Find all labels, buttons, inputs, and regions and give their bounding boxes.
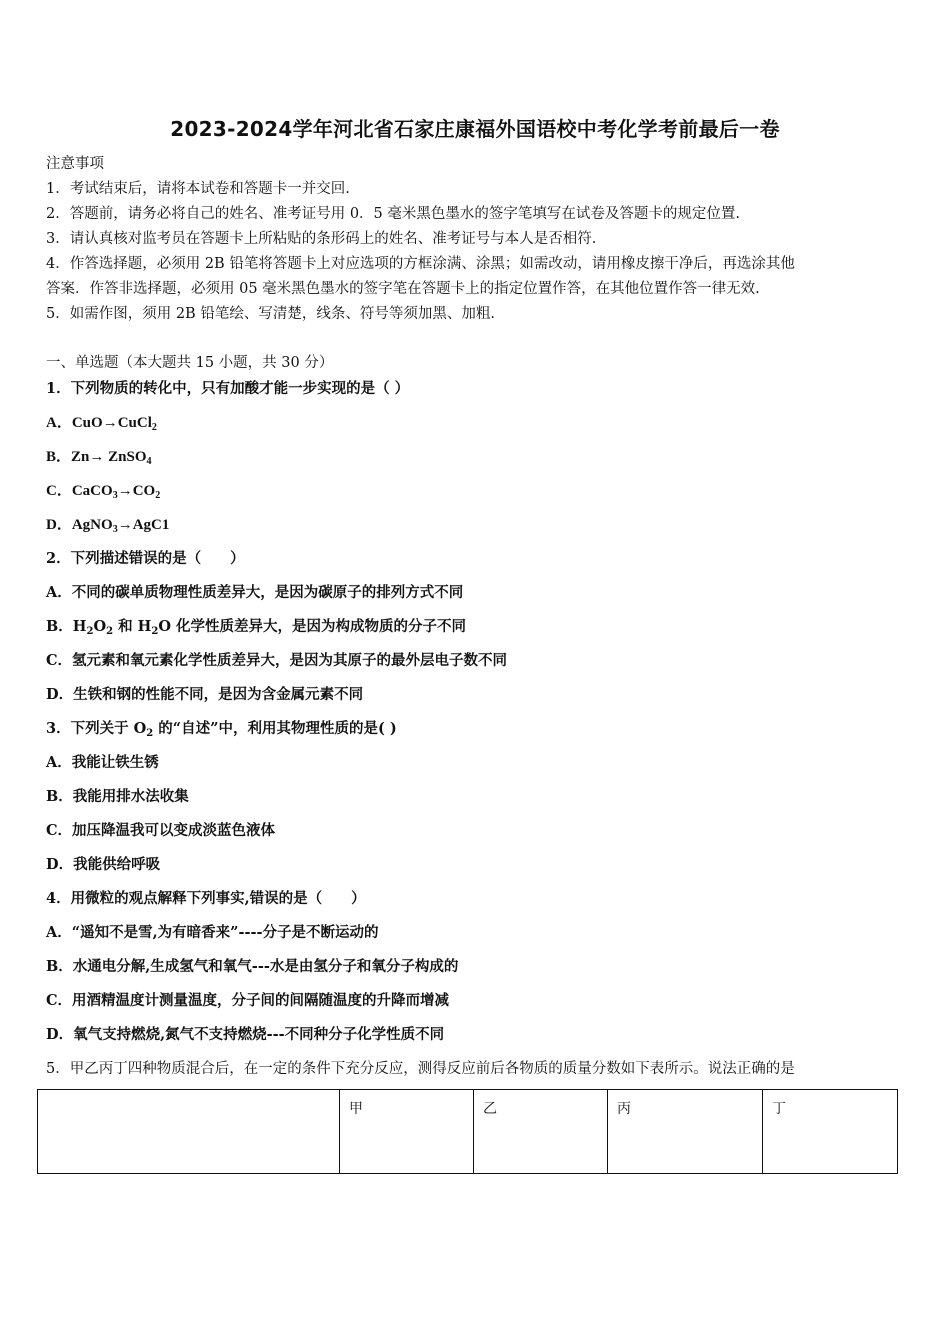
question-2-option-b: B．$H_2O_2$ 和 $H_2O$ 化学性质差异大，是因为构成物质的分子不同 — [46, 618, 466, 637]
question-2-stem: 2．下列描述错误的是（ ） — [46, 550, 245, 567]
notice-item: 2．答题前，请务必将自己的姓名、准考证号用 0．5 毫米黑色墨水的签字笔填写在试卷及答题卡的规定位置. — [46, 206, 740, 222]
question-4-stem: 4．用微粒的观点解释下列事实,错误的是（ ） — [46, 890, 366, 907]
question-4-option-b: B．水通电分解,生成氢气和氧气---水是由氢分子和氧分子构成的 — [46, 958, 459, 975]
question-4-option-c: C．用酒精温度计测量温度，分子间的间隔随温度的升降而增减 — [46, 992, 450, 1009]
notice-item: 5．如需作图，须用 2B 铅笔绘、写清楚，线条、符号等须加黑、加粗. — [46, 306, 495, 322]
exam-title: 2023-2024学年河北省石家庄康福外国语校中考化学考前最后一卷 — [170, 117, 780, 141]
question-3-option-b: B．我能用排水法收集 — [46, 788, 189, 805]
question-3-stem: 3．下列关于 $O_2$ 的“自述”中，利用其物理性质的是( ) — [46, 720, 397, 739]
question-5-stem: 5．甲乙丙丁四种物质混合后，在一定的条件下充分反应，测得反应前后各物质的质量分数如下表所示。说法正确的是 — [46, 1061, 795, 1077]
question-3-option-d: D．我能供给呼吸 — [46, 856, 161, 873]
table-cell — [38, 1090, 340, 1174]
question-1-option-b: B．Zn→ ZnSO$_4$ — [46, 449, 152, 467]
table-cell: 丙 — [608, 1090, 763, 1174]
table-cell: 甲 — [340, 1090, 474, 1174]
question-2-option-d: D．生铁和钢的性能不同，是因为含金属元素不同 — [46, 686, 364, 703]
table-row — [38, 1090, 898, 1174]
question-2-option-c: C．氢元素和氧元素化学性质差异大，是因为其原子的最外层电子数不同 — [46, 652, 508, 669]
notice-item: 4．作答选择题，必须用 2B 铅笔将答题卡上对应选项的方框涂满、涂黑；如需改动，请用橡皮擦干净后，再选涂其他 — [46, 256, 795, 272]
table-cell: 丁 — [763, 1090, 898, 1174]
question-1-option-d: D．AgNO$_3$→AgC1 — [46, 517, 170, 535]
question-4-option-a: A．“遥知不是雪,为有暗香来”----分子是不断运动的 — [46, 924, 379, 941]
question-3-option-a: A．我能让铁生锈 — [46, 754, 159, 771]
notice-item: 1．考试结束后，请将本试卷和答题卡一并交回. — [46, 181, 350, 197]
question-1-stem: 1．下列物质的转化中，只有加酸才能一步实现的是（ ） — [46, 380, 410, 397]
table-cell: 乙 — [474, 1090, 608, 1174]
section-heading: 一、单选题（本大题共 15 小题，共 30 分） — [46, 355, 334, 371]
question-5-table — [37, 1089, 898, 1174]
notice-item: 3．请认真核对监考员在答题卡上所粘贴的条形码上的姓名、准考证号与本人是否相符. — [46, 231, 597, 247]
question-4-option-d: D．氧气支持燃烧,氮气不支持燃烧---不同种分子化学性质不同 — [46, 1026, 445, 1043]
question-1-option-a: A．CuO→CuCl$_2$ — [46, 415, 157, 433]
notice-item: 答案．作答非选择题，必须用 05 毫米黑色墨水的签字笔在答题卡上的指定位置作答，在其他位置作答一律无效. — [46, 281, 760, 297]
question-2-option-a: A．不同的碳单质物理性质差异大，是因为碳原子的排列方式不同 — [46, 584, 464, 601]
question-1-option-c: C．$CaCO_3\to CO_2$ — [46, 483, 161, 501]
notice-heading: 注意事项 — [46, 156, 104, 172]
question-3-option-c: C．加压降温我可以变成淡蓝色液体 — [46, 822, 276, 839]
